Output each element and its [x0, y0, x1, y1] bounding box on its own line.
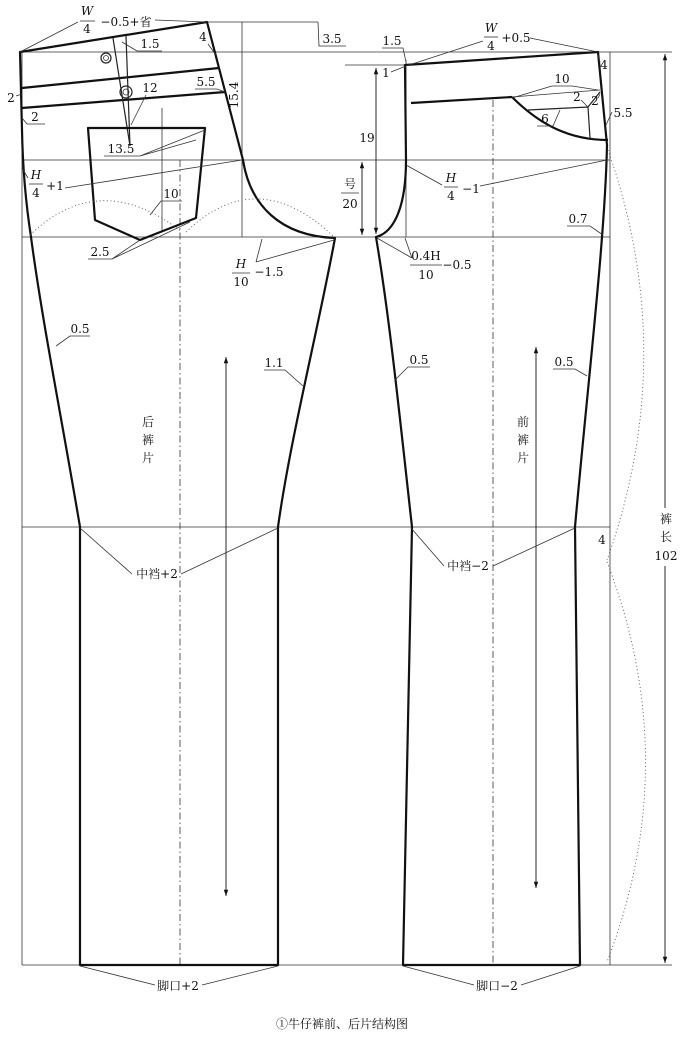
front-waist-suffix: +0.5	[501, 31, 531, 45]
front-inseam-curve-leader	[395, 367, 430, 380]
side-length-dotted-curve-upper	[607, 150, 644, 560]
back-hip-numerator: H	[30, 168, 42, 182]
front-rise-depth-label: 19	[359, 131, 375, 145]
front-pocket-opening-label: 10	[554, 72, 570, 86]
back-rivet-inner	[104, 56, 109, 61]
back-inseam-curve-leader	[264, 370, 303, 386]
front-pocket-depth-label: 5.5	[613, 106, 633, 120]
back-pocket-depth-leader	[150, 201, 182, 215]
front-title-char: 前	[516, 415, 530, 429]
back-hip-suffix: +1	[46, 179, 64, 193]
back-title-char: 片	[141, 451, 155, 465]
front-side-hip-label: 0.7	[568, 212, 588, 226]
front-waistband-line	[411, 97, 512, 103]
length-label-char: 裤	[659, 512, 673, 526]
front-side-curve-leader	[553, 369, 587, 376]
front-crotch-denominator: 10	[418, 268, 434, 282]
front-inseam-curve-label: 0.5	[409, 353, 429, 367]
length-label-char: 长	[659, 530, 673, 544]
front-hip-numerator: H	[445, 171, 457, 185]
back-piece	[20, 22, 335, 965]
back-rise-band-label: 4	[199, 30, 207, 44]
front-hip-leader	[406, 160, 607, 186]
back-waist-denominator: 4	[83, 22, 91, 36]
back-hip-denominator: 4	[32, 186, 40, 200]
back-side-band-label: 2	[7, 91, 15, 105]
front-pocket-facing-a-label: 2	[573, 90, 581, 104]
back-side-yoke-label: 2	[31, 110, 39, 124]
back-dart-length-label: 12	[142, 81, 158, 95]
back-knee-label: 中裆+2	[136, 567, 178, 581]
reference-grid	[20, 22, 672, 965]
front-crotch-suffix: −0.5	[442, 258, 472, 272]
back-crotch-leader	[256, 239, 334, 262]
front-knee-label: 中裆−2	[447, 559, 489, 573]
front-pocket-facing-a-leader	[581, 100, 588, 107]
front-piece	[376, 52, 646, 965]
back-title-char: 裤	[141, 433, 155, 447]
front-pocket-depth-leader	[606, 112, 612, 125]
back-waist-numerator: W	[80, 4, 94, 18]
label-leaders	[16, 20, 612, 985]
front-rise-drop-leader	[391, 66, 406, 72]
back-rise-raise-label: 3.5	[322, 32, 342, 46]
front-crotch-depth-numerator: 号	[343, 177, 357, 191]
front-pocket-facing-label: 6	[541, 112, 549, 126]
back-rise-height-label: 15.4	[227, 81, 241, 109]
front-title-char: 裤	[516, 433, 530, 447]
back-pocket-point-label: 2.5	[90, 245, 110, 259]
front-hip-denominator: 4	[447, 189, 455, 203]
back-knee-leader	[80, 528, 278, 574]
back-hem-label: 脚口+2	[157, 979, 199, 993]
back-crotch-suffix: −1.5	[254, 265, 284, 279]
back-dart-top-label: 1.5	[140, 37, 160, 51]
back-pocket-depth-label: 10	[163, 187, 179, 201]
front-rise-drop-label: 1	[382, 66, 390, 80]
back-inseam-curve-label: 1.1	[264, 356, 284, 370]
back-crotch-numerator: H	[235, 257, 247, 271]
front-pocket-facing-b-label: 2	[591, 94, 599, 108]
back-labels	[7, 4, 341, 993]
front-title-char: 片	[516, 451, 530, 465]
front-crotch-leader	[377, 238, 412, 258]
back-waist-suffix: −0.5+省	[100, 15, 152, 29]
back-hip-dotted-arc	[30, 201, 182, 235]
back-rivet-outer	[101, 53, 111, 63]
front-rise-top-leader	[382, 48, 406, 62]
length-side-mark: 4	[598, 533, 606, 547]
back-yoke-depth-label: 5.5	[196, 75, 216, 89]
front-labels	[341, 21, 633, 993]
front-crotch-numerator: 0.4H	[411, 249, 441, 263]
back-pocket-width-label: 13.5	[107, 142, 135, 156]
back-piece-outline	[20, 22, 335, 965]
front-side-hip-leader	[567, 226, 603, 235]
back-title-char: 后	[141, 415, 155, 429]
back-side-curve-label: 0.5	[70, 322, 90, 336]
front-waist-numerator: W	[484, 21, 498, 35]
front-piece-outline	[376, 52, 607, 965]
dimension-lines	[362, 54, 665, 963]
front-side-curve-label: 0.5	[554, 355, 574, 369]
front-rise-top-label: 1.5	[382, 34, 402, 48]
front-side-band-label: 4	[600, 58, 608, 72]
figure-caption: ①牛仔裤前、后片结构图	[275, 1017, 409, 1031]
front-crotch-depth-denominator: 20	[342, 197, 358, 211]
front-hem-label: 脚口−2	[476, 979, 518, 993]
front-waistband-extension	[512, 90, 600, 97]
back-side-curve-leader	[56, 336, 90, 346]
back-crotch-denominator: 10	[233, 275, 249, 289]
front-waist-denominator: 4	[487, 39, 495, 53]
front-hip-suffix: −1	[462, 182, 480, 196]
side-length-dotted-curve-lower	[607, 562, 646, 962]
length-value: 102	[654, 549, 678, 563]
